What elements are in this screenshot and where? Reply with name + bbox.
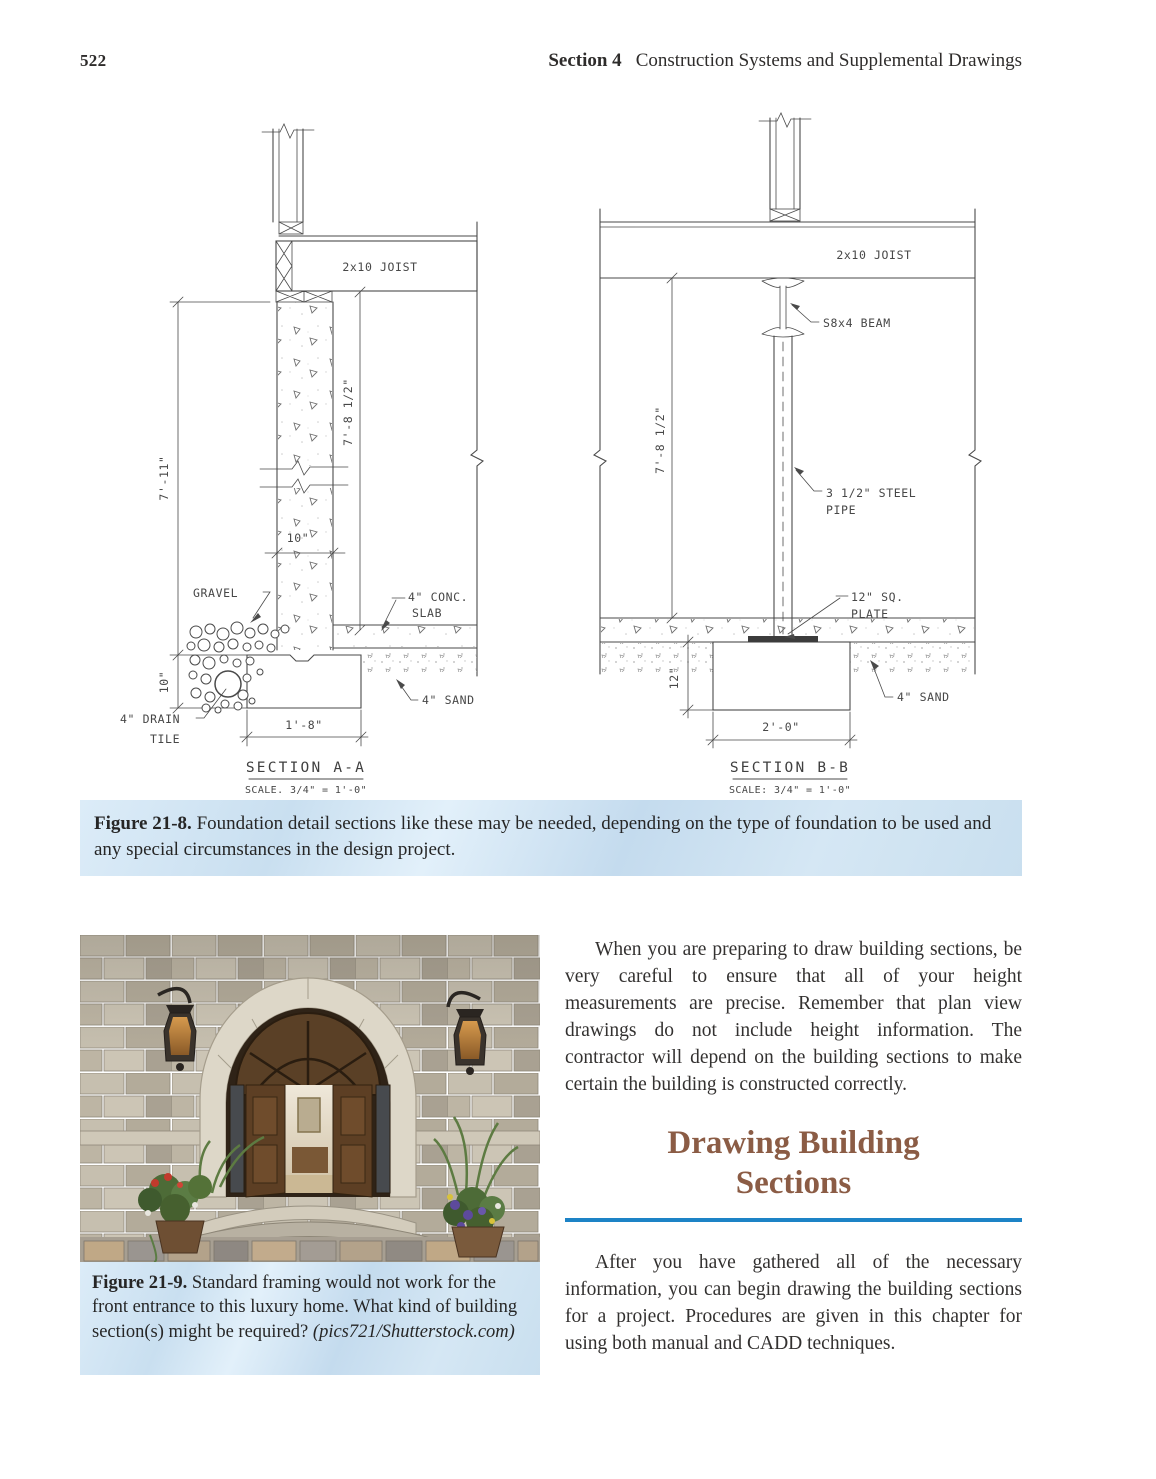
section-b-drawing: [594, 113, 981, 796]
section-b-title: SECTION B-B: [729, 760, 851, 776]
label-wall-width-a: 10": [286, 531, 310, 545]
label-dim-2-0: 2'-0": [762, 720, 800, 734]
section-a-title: SECTION A-A: [245, 760, 367, 776]
figure-21-9-credit: (pics721/Shutterstock.com): [312, 1321, 515, 1342]
label-dim-footing-h-a: 10": [157, 670, 171, 694]
label-plate-1: 12" SQ.: [851, 590, 904, 604]
gravel-stones: [187, 622, 289, 713]
article-paragraph-2: After you have gathered all of the necessary information, you can begin drawing the building sections for a project. Procedures are given in this chapter for using both manual and CADD techniques.: [565, 1252, 1022, 1355]
figure-21-8-text: Foundation detail sections like these may be needed, depending on the type of foundation to be used and any special circumstances in the design project.: [94, 813, 992, 860]
label-plate-2: PLATE: [851, 607, 889, 621]
label-dim-7-8-a: 7'-8 1/2": [341, 378, 355, 446]
label-drain-1: 4" DRAIN: [120, 712, 181, 726]
label-conc-slab-1: 4" CONC.: [408, 590, 469, 604]
label-sand-b: 4" SAND: [897, 690, 950, 704]
label-conc-slab-2: SLAB: [412, 606, 443, 620]
label-drain-2: TILE: [150, 732, 181, 746]
drain-tile-pipe: [215, 671, 241, 697]
entry-door: [226, 1008, 390, 1197]
label-dim-7-8-b: 7'-8 1/2": [653, 406, 667, 474]
figure-21-8-caption: [80, 800, 1022, 876]
label-gravel: GRAVEL: [193, 586, 239, 600]
article-heading-line1: Drawing Building: [667, 1125, 920, 1161]
label-pipe-2: PIPE: [826, 503, 857, 517]
section-a-scale: SCALE. 3/4" = 1'-0": [245, 785, 367, 796]
base-plate: [748, 636, 818, 642]
article-heading-line2: Sections: [735, 1164, 852, 1201]
label-dim-footing-h-b: 12": [667, 666, 681, 690]
figure-21-9-text: Standard framing would not work for the front entrance to this luxury home. What kind of building section(s) might be required?: [92, 1273, 518, 1342]
figure-21-8-label: Figure 21-8.: [94, 813, 192, 834]
label-joist-a: 2x10 JOIST: [342, 260, 418, 274]
sidelite-right: [376, 1085, 390, 1193]
label-dim-1-8: 1'-8": [285, 718, 323, 732]
section-b-scale: SCALE: 3/4" = 1'-0": [729, 785, 851, 796]
sidelite-left: [230, 1085, 244, 1193]
entrance-photo: [80, 935, 540, 1262]
label-pipe-1: 3 1/2" STEEL: [826, 486, 917, 500]
running-head-section: Section 4: [548, 50, 622, 71]
figure-21-9-label: Figure 21-9.: [92, 1273, 188, 1293]
figure-21-9-caption: [80, 1262, 540, 1375]
heading-rule: [565, 1218, 1022, 1222]
page-number: 522: [80, 51, 107, 70]
section-a-drawing: [120, 124, 483, 796]
article-column: [565, 936, 1022, 1357]
label-sand-a: 4" SAND: [422, 693, 475, 707]
running-head-title: Construction Systems and Supplemental Drawings: [635, 50, 1022, 71]
label-joist-b: 2x10 JOIST: [836, 248, 912, 262]
article-heading: [565, 1124, 1022, 1203]
label-dim-7-11: 7'-11": [157, 455, 171, 501]
article-paragraph-1: When you are preparing to draw building sections, be very careful to ensure that all of your height measurements are precise. Remember that plan view drawings do not include height information. The contractor will depend on the building sections to make certain the building is constructed correctly.: [565, 939, 1022, 1095]
label-beam: S8x4 BEAM: [823, 316, 891, 330]
